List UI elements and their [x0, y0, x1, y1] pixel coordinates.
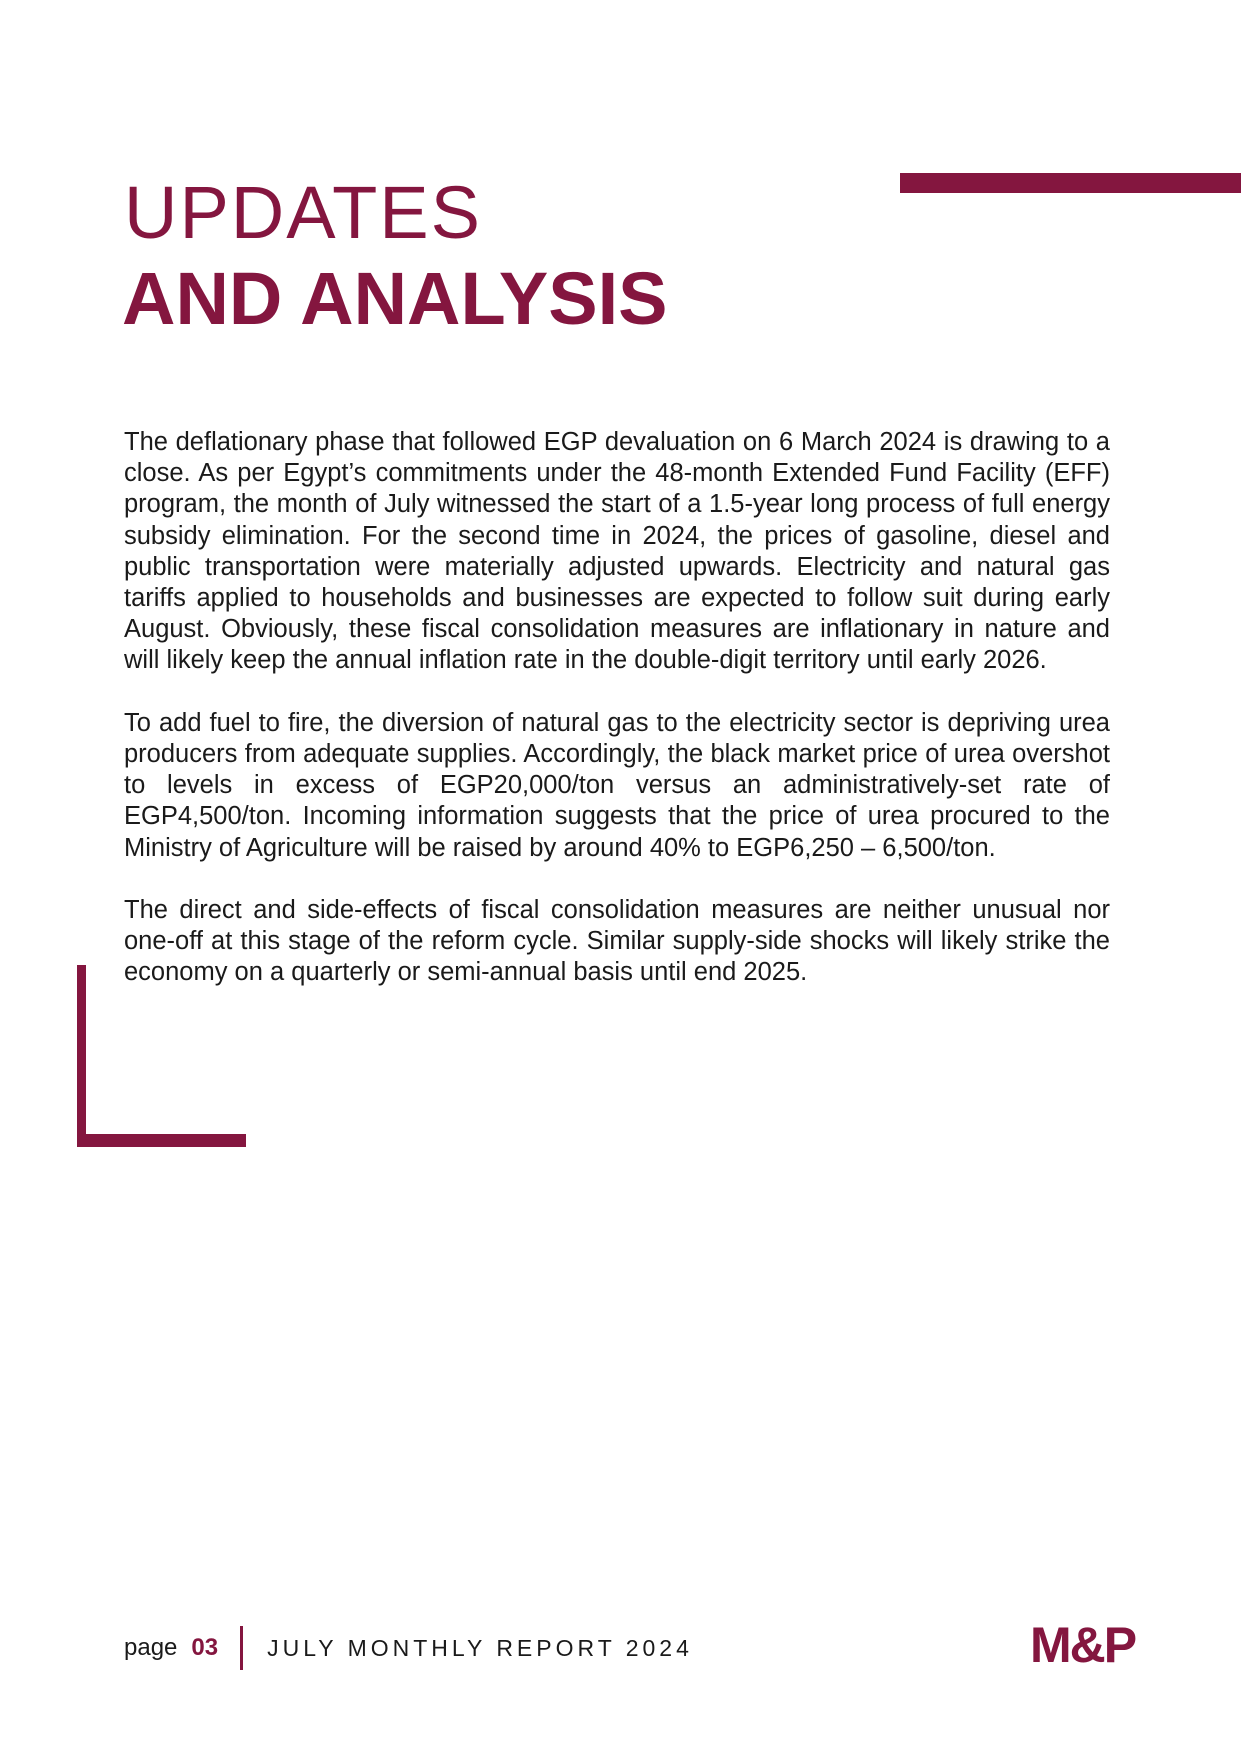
footer-report-title: JULY MONTHLY REPORT 2024: [267, 1634, 693, 1661]
footer-page-number: 03: [191, 1634, 219, 1661]
footer-divider: [240, 1626, 243, 1670]
paragraph-1: The deflationary phase that followed EGP devaluation on 6 March 2024 is drawing to a close. As per Egypt’s commitments under the 48-month Extended Fund Facility (EFF) program, the month of July witnessed the start of a 1.5-year long process of full energy subsidy elimination. For the second time in 2024, the prices of gasoline, diesel and public transportation were materially adjusted upwards. Electricity and natural gas tariffs applied to households and businesses are expected to follow suit during early August. Obviously, these fiscal consolidation measures are inflationary in nature and will likely keep the annual inflation rate in the double-digit territory until early 2026.: [124, 428, 1110, 675]
footer-page-label: page: [124, 1634, 178, 1661]
top-accent-bar: [900, 173, 1241, 193]
page-footer: [124, 1626, 693, 1670]
paragraph-3: The direct and side-effects of fiscal consolidation measures are neither unusual nor one-off at this stage of the reform cycle. Similar supply-side shocks will likely strike the economy on a quarterly or semi-annual basis until end 2025.: [124, 896, 1110, 987]
quote-bracket-horizontal: [77, 1134, 246, 1147]
quote-bracket-vertical: [77, 965, 86, 1147]
paragraph-2: To add fuel to fire, the diversion of natural gas to the electricity sector is depriving urea producers from adequate supplies. Accordingly, the black market price of urea overshot to levels in excess of EGP20,000/ton versus an administratively-set rate of EGP4,500/ton. Incoming information suggests that the price of urea procured to the Ministry of Agriculture will be raised by around 40% to EGP6,250 – 6,500/ton.: [124, 708, 1110, 862]
brand-logo: M&P: [1030, 1617, 1136, 1673]
page-title-line2: AND ANALYSIS: [122, 257, 668, 340]
article-body: [124, 427, 1110, 1020]
page-title-line1: UPDATES: [124, 171, 483, 254]
